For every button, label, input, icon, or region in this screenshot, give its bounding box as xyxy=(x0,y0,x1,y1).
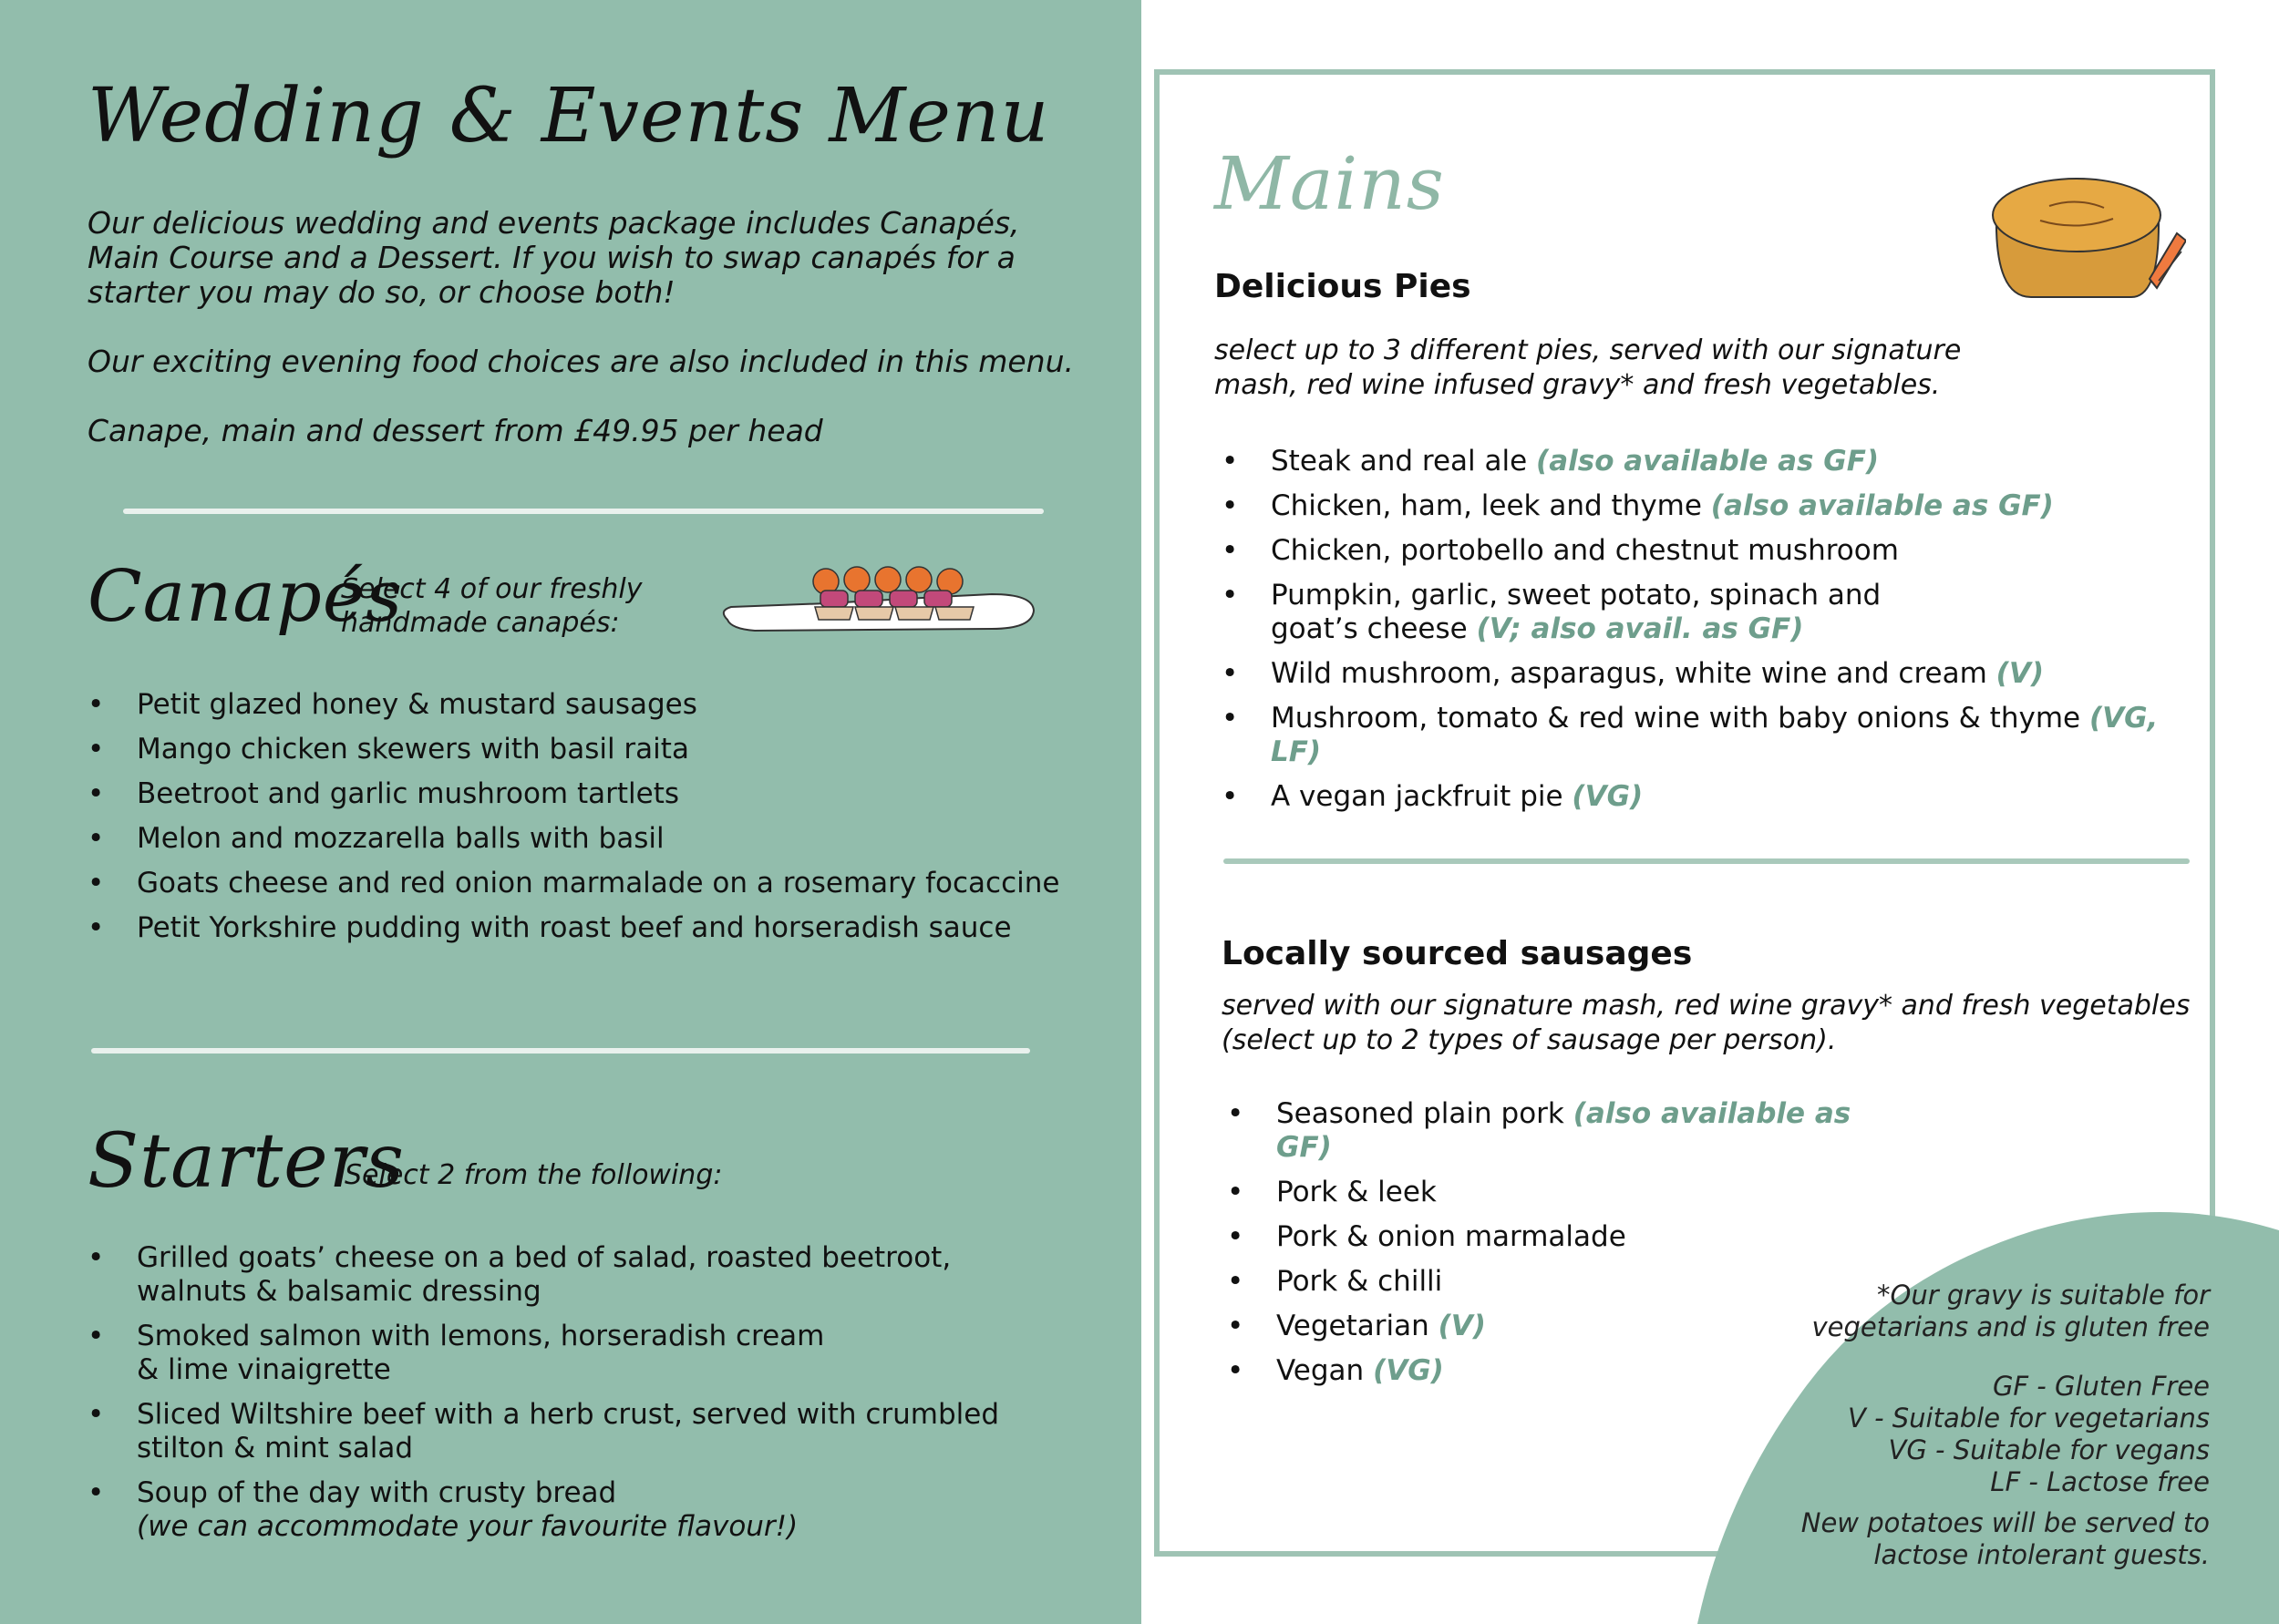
divider xyxy=(1223,858,2190,864)
canapes-subtitle xyxy=(341,572,642,640)
item-text: Steak and real ale xyxy=(1271,445,1528,478)
dietary-tag: (V) xyxy=(1438,1310,1486,1342)
canape-board-illustration xyxy=(718,563,1037,636)
list-item xyxy=(1222,579,2206,646)
list-item xyxy=(88,1241,1109,1309)
dietary-tag: (also available as GF) xyxy=(1710,489,2054,522)
list-item xyxy=(1222,445,2206,478)
list-item: • Beetroot and garlic mushroom tartlets xyxy=(88,777,1109,811)
item-text: Chicken, ham, leek and thyme xyxy=(1271,489,1702,522)
list-item xyxy=(1227,1097,1865,1165)
dietary-tag: (VG) xyxy=(1572,780,1644,813)
list-item: • Goats cheese and red onion marmalade on a rosemary focaccine xyxy=(88,867,1109,900)
dietary-tag: (V; also avail. as GF) xyxy=(1476,612,1804,645)
list-item xyxy=(88,1398,1109,1465)
legend-line: LF - Lactose free xyxy=(1990,1466,2210,1497)
list-item xyxy=(1222,657,2206,691)
description-line: served with our signature mash, red wine gravy* and fresh vegetables xyxy=(1222,990,2191,1022)
right-panel xyxy=(1141,0,2279,1624)
sausages-description xyxy=(1222,989,2190,1058)
intro-line: Main Course and a Dessert. If you wish to swap canapés for a xyxy=(88,240,1016,275)
note-line: lactose intolerant guests. xyxy=(1873,1539,2210,1570)
canapes-title: Canapés xyxy=(88,556,404,638)
description-line: (select up to 2 types of sausage per person). xyxy=(1222,1024,1837,1056)
pies-list xyxy=(1222,445,2206,814)
evening-note: Our exciting evening food choices are also included in this menu. xyxy=(88,344,1074,379)
list-item xyxy=(88,1476,1109,1544)
item-text: goat’s cheese xyxy=(1271,612,1468,645)
item-line: (we can accommodate your favourite flavour!) xyxy=(137,1510,799,1543)
item-text: Vegetarian xyxy=(1276,1310,1429,1342)
intro-line: starter you may do so, or choose both! xyxy=(88,274,675,310)
dietary-tag: (also available as GF) xyxy=(1276,1097,1851,1164)
list-item xyxy=(88,1320,1109,1387)
dietary-tag: (also available as GF) xyxy=(1536,445,1880,478)
item-text: Seasoned plain pork xyxy=(1276,1097,1564,1130)
item-line: • Sliced Wiltshire beef with a herb crust, served with crumbled xyxy=(137,1398,1000,1431)
starters-list xyxy=(88,1241,1109,1544)
list-item xyxy=(1222,780,2206,814)
item-text: Chicken, portobello and chestnut mushroom xyxy=(1271,534,1899,567)
item-line: • Grilled goats’ cheese on a bed of salad, roasted beetroot, xyxy=(137,1241,952,1274)
legend-line: V - Suitable for vegetarians xyxy=(1848,1403,2210,1434)
pies-description xyxy=(1214,334,1961,403)
dietary-tag: (VG) xyxy=(1373,1354,1444,1387)
legend-line: VG - Suitable for vegans xyxy=(1888,1434,2210,1465)
legend-line: GF - Gluten Free xyxy=(1992,1371,2210,1402)
divider xyxy=(91,1048,1030,1054)
item-line: • Smoked salmon with lemons, horseradish cream xyxy=(137,1320,825,1352)
item-text: Pork & onion marmalade xyxy=(1276,1220,1626,1253)
menu-title: Wedding & Events Menu xyxy=(88,73,1050,159)
description-line: select up to 3 different pies, served with our signature xyxy=(1214,334,1962,366)
starters-title: Starters xyxy=(88,1118,405,1205)
item-text: Vegan xyxy=(1276,1354,1365,1387)
dietary-tag: (VG, LF) xyxy=(1271,702,2159,768)
list-item xyxy=(1222,702,2206,769)
list-item: • Melon and mozzarella balls with basil xyxy=(88,822,1109,856)
list-item xyxy=(1222,489,2206,523)
divider xyxy=(123,509,1044,514)
intro-text xyxy=(88,206,1109,448)
item-text: A vegan jackfruit pie xyxy=(1271,780,1563,813)
description-line: mash, red wine infused gravy* and fresh vegetables. xyxy=(1214,369,1941,401)
list-item: • Mango chicken skewers with basil raita xyxy=(88,733,1109,766)
price-note: Canape, main and dessert from £49.95 per head xyxy=(88,413,823,448)
item-text: Wild mushroom, asparagus, white wine and cream xyxy=(1271,657,1987,690)
starters-subtitle: Select 2 from the following: xyxy=(345,1159,723,1191)
dietary-tag: (V) xyxy=(1995,657,2044,690)
note-line: New potatoes will be served to xyxy=(1800,1507,2210,1538)
item-line: • Soup of the day with crusty bread xyxy=(137,1476,617,1509)
note-line: vegetarians and is gluten free xyxy=(1811,1311,2210,1342)
list-item xyxy=(1222,534,2206,568)
canapes-list xyxy=(88,688,1109,945)
note-line: *Our gravy is suitable for xyxy=(1877,1280,2210,1311)
canapes-subtitle-line: Select 4 of our freshly xyxy=(341,573,643,605)
pie-illustration xyxy=(1976,170,2186,306)
item-line: stilton & mint salad xyxy=(137,1432,414,1465)
pies-heading: Delicious Pies xyxy=(1214,268,1471,305)
item-text: Pork & leek xyxy=(1276,1176,1437,1208)
list-item: • Petit glazed honey & mustard sausages xyxy=(88,688,1109,722)
item-text: Mushroom, tomato & red wine with baby onions & thyme xyxy=(1271,702,2081,735)
intro-line: Our delicious wedding and events package includes Canapés, xyxy=(88,205,1020,241)
item-line: walnuts & balsamic dressing xyxy=(137,1275,541,1308)
item-line: & lime vinaigrette xyxy=(137,1353,391,1386)
item-text: Pork & chilli xyxy=(1276,1265,1443,1298)
list-item: • Petit Yorkshire pudding with roast beef and horseradish sauce xyxy=(88,911,1109,945)
mains-title: Mains xyxy=(1214,141,1445,226)
item-text: • Pumpkin, garlic, sweet potato, spinach and xyxy=(1271,579,1882,612)
notes-block xyxy=(1707,1280,2210,1571)
canapes-subtitle-line: handmade canapés: xyxy=(341,607,620,639)
sausages-heading: Locally sourced sausages xyxy=(1222,935,1693,972)
